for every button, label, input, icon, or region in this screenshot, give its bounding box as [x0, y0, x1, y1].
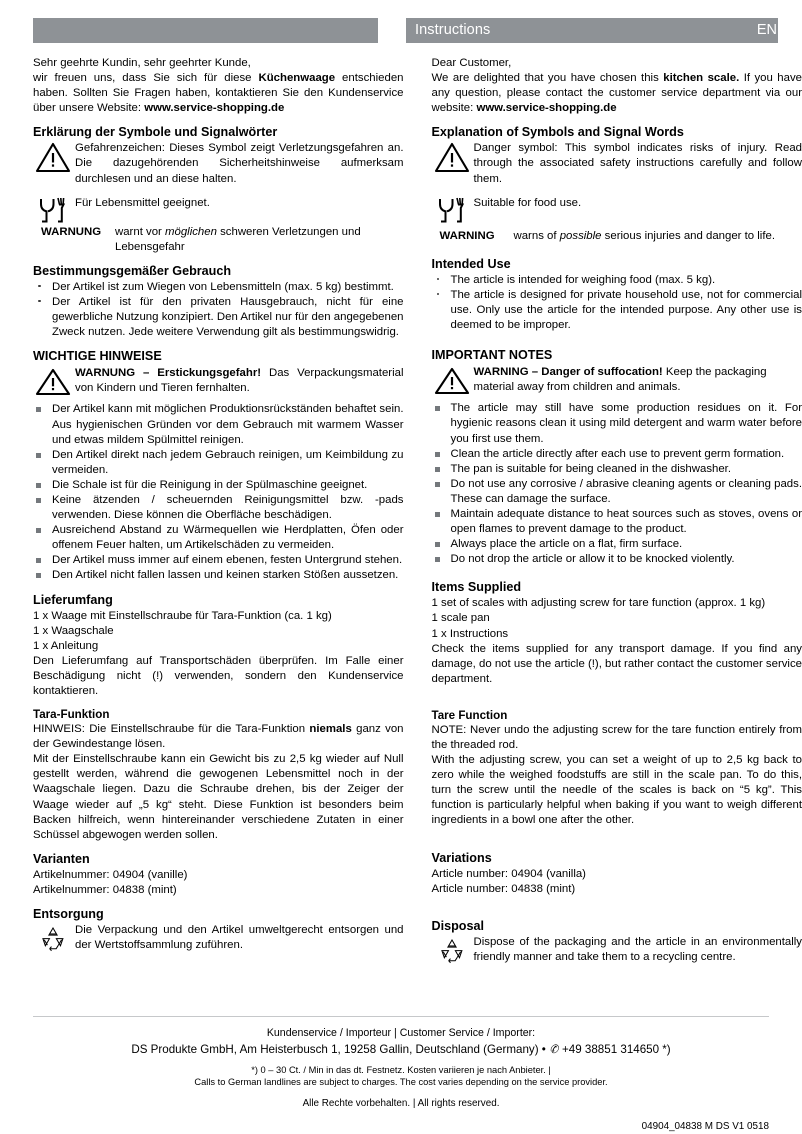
english-suffocation-warning-row: [432, 365, 802, 395]
english-notes-list: [432, 401, 802, 567]
list-item: [432, 462, 802, 477]
english-danger-symbol-row: [432, 141, 802, 186]
list-item: [33, 402, 404, 447]
english-warning-italic: possible: [559, 229, 602, 242]
german-tare-note-bold: niemals: [309, 723, 352, 736]
list-item: [33, 448, 404, 478]
glass-and-fork-food-safe-icon: [436, 195, 468, 227]
list-item-text: Der Artikel kann mit möglichen Produktionsrückständen behaftet sein. Aus hygienischen Gründen vor dem Gebrauch mit warmem Wasser und etwas mildem Spülmittel reinigen.: [52, 403, 404, 446]
german-danger-symbol-text: Gefahrenzeichen: Dieses Symbol zeigt Verletzungsgefahren an. Die dazugehörenden Sicherheitshinweise aufmerksam durchlesen und an diese halten.: [75, 142, 404, 185]
glass-and-fork-food-safe-icon: [37, 195, 69, 227]
list-item: [432, 447, 802, 462]
german-items-line-3: 1 x Anleitung: [33, 639, 99, 652]
list-item: [33, 280, 404, 295]
english-disposal-row: [432, 935, 802, 965]
english-salutation-line1: Dear Customer,: [431, 57, 512, 69]
list-item-text: The article is intended for weighing food (max. 5 kg).: [450, 273, 716, 286]
english-items-line-3: 1 x Instructions: [431, 627, 509, 640]
german-disposal-heading: Entsorgung: [33, 907, 104, 922]
list-item: [432, 288, 802, 333]
list-item: [33, 478, 404, 493]
recycling-icon: [436, 937, 468, 965]
bullet-square-icon: [36, 573, 41, 578]
content-columns: [0, 56, 802, 965]
footer-call-cost-german: *) 0 – 30 Ct. / Min in das dt. Festnetz. Kosten variieren je nach Anbieter. |: [251, 1065, 551, 1075]
english-disposal-text: Dispose of the packaging and the article in an environmentally friendly manner and take them to a recycling centre.: [473, 935, 802, 963]
german-website: www.service-shopping.de: [144, 102, 285, 115]
german-tare-note-a: HINWEIS: Die Einstellschraube für die Tara-Funktion: [33, 723, 310, 736]
english-warning-label: WARNING: [439, 229, 495, 242]
footer-divider: [33, 1016, 769, 1017]
german-intended-use-heading: Bestimmungsgemäßer Gebrauch: [33, 263, 232, 278]
english-food-safe-text: Suitable for food use.: [473, 196, 582, 209]
english-symbols-heading: Explanation of Symbols and Signal Words: [431, 125, 684, 140]
list-item-text: Do not use any corrosive / abrasive cleaning agents or cleaning pads. These can damage the surface.: [450, 477, 802, 505]
german-disposal-text: Die Verpackung und den Artikel umweltgerecht entsorgen und der Wertstoffsammlung zuführen.: [75, 924, 404, 952]
english-salutation-text-a: We are delighted that you have chosen this: [431, 72, 664, 85]
german-warning-italic: möglichen: [165, 225, 217, 238]
bullet-square-icon: [435, 512, 440, 517]
german-product-name: Küchenwaage: [258, 72, 336, 85]
german-variants-heading: Varianten: [33, 851, 90, 866]
english-warning-text-b: serious injuries and danger to life.: [601, 229, 776, 242]
german-warning-description: [115, 225, 404, 255]
german-column: [33, 56, 404, 965]
footer-customer-service-label: Kundenservice / Importeur | Customer Service / Importer:: [266, 1027, 536, 1039]
german-disposal-row: [33, 923, 404, 953]
english-suffocation-rest: Keep the packaging material away from children and animals.: [473, 366, 767, 394]
english-suffocation-warning-text: [474, 365, 802, 395]
bullet-square-icon: [36, 483, 41, 488]
warning-triangle-icon: [434, 367, 470, 395]
german-suffocation-warning-text: [75, 366, 404, 396]
english-variant-line-2: Article number: 04838 (mint): [431, 882, 576, 895]
footer-address-text: DS Produkte GmbH, Am Heisterbusch 1, 19258 Gallin, Deutschland (Germany) •: [131, 1043, 550, 1056]
english-important-notes-heading: IMPORTANT NOTES: [431, 348, 553, 363]
list-item-text: The pan is suitable for being cleaned in the dishwasher.: [450, 462, 732, 475]
english-items-supplied-heading: Items Supplied: [431, 580, 522, 595]
footer: [33, 1016, 769, 1132]
list-item-text: The article is designed for private household use, not for commercial use. Only use the article for the intended purpose. Any other use is deemed to be improper.: [450, 288, 802, 332]
phone-icon: ✆: [549, 1043, 559, 1056]
english-danger-symbol-text: Danger symbol: This symbol indicates risks of injury. Read through the associated safety instructions carefully and follow them.: [473, 142, 802, 185]
list-item: [432, 273, 802, 288]
german-suffocation-bold: WARNUNG – Erstickungsgefahr!: [75, 367, 262, 380]
english-tare-note: NOTE: Never undo the adjusting screw for the tare function entirely from the threaded rod.: [431, 723, 802, 751]
english-salutation-paragraph: [432, 71, 802, 116]
list-item: [432, 507, 802, 537]
list-item-text: The article may still have some production residues on it. For hygienic reasons clean it using mild detergent and warm water before you first use them.: [450, 402, 802, 445]
german-salutation-line1: Sehr geehrte Kundin, sehr geehrter Kunde,: [33, 57, 251, 69]
header-title-instructions: Instructions: [415, 22, 491, 39]
german-salutation-text-a: wir freuen uns, dass Sie sich für diese: [33, 72, 259, 85]
english-column: [432, 56, 802, 965]
german-tare-note: [33, 722, 404, 752]
list-item-text: Den Artikel direkt nach jedem Gebrauch reinigen, um Keimbildung zu vermeiden.: [52, 448, 404, 476]
german-variant-line-2: Artikelnummer: 04838 (mint): [33, 883, 177, 896]
german-food-safe-row: [33, 196, 404, 216]
german-tare-function-heading: Tara-Funktion: [33, 708, 110, 722]
warning-triangle-icon: [35, 142, 71, 173]
english-warning-signal-row: [432, 229, 802, 244]
list-item: [33, 568, 404, 583]
list-item: [33, 493, 404, 523]
list-item: [33, 553, 404, 568]
footer-rights-reserved: Alle Rechte vorbehalten. | All rights reserved.: [302, 1097, 500, 1109]
bullet-square-icon: [435, 542, 440, 547]
bullet-square-icon: [435, 467, 440, 472]
german-variant-line-1: Artikelnummer: 04904 (vanille): [33, 868, 188, 881]
footer-call-cost-english: Calls to German landlines are subject to charges. The cost varies depending on the service provider.: [194, 1077, 608, 1088]
warning-triangle-icon: [35, 368, 71, 396]
english-variant-line-1: Article number: 04904 (vanilla): [431, 867, 586, 880]
english-warning-description: [514, 229, 802, 244]
german-warning-label: WARNUNG: [41, 225, 102, 238]
list-item-text: Ausreichend Abstand zu Wärmequellen wie Herdplatten, Öfen oder offenem Feuer halten, um Artikelschäden zu vermeiden.: [52, 524, 404, 552]
list-item-text: Der Artikel muss immer auf einem ebenen, festen Untergrund stehen.: [52, 554, 403, 567]
list-item-text: Maintain adequate distance to heat sources such as stoves, ovens or open flames to prevent damage to the product.: [450, 507, 802, 536]
bullet-square-icon: [435, 557, 440, 562]
bullet-square-icon: [435, 406, 440, 411]
german-important-notes-heading: WICHTIGE HINWEISE: [33, 349, 162, 364]
german-food-safe-text: Für Lebensmittel geeignet.: [75, 196, 210, 209]
bullet-square-icon: [435, 452, 440, 457]
list-item: [432, 477, 802, 507]
english-disposal-heading: Disposal: [431, 918, 484, 933]
list-item: [432, 401, 802, 446]
german-items-line-2: 1 x Waagschale: [33, 624, 114, 637]
english-website: www.service-shopping.de: [476, 102, 617, 115]
warning-triangle-icon: [434, 142, 470, 173]
bullet-dot-icon: [38, 300, 41, 303]
list-item-text: Keine ätzenden / scheuernden Reinigungsmittel bzw. -pads verwenden. Diese können die Oberfläche beschädigen.: [52, 493, 404, 522]
german-warning-text-b: schweren Verletzungen und Lebensgefahr: [115, 225, 361, 253]
english-items-line-2: 1 scale pan: [431, 612, 490, 625]
german-warning-text-a: warnt vor: [115, 225, 166, 238]
german-suffocation-warning-row: [33, 366, 404, 396]
list-item-text: Die Schale ist für die Reinigung in der Spülmaschine geeignet.: [52, 478, 368, 491]
list-item: [432, 552, 802, 567]
german-intended-use-list: [33, 280, 404, 340]
list-item: [33, 295, 404, 340]
english-items-line-1: 1 set of scales with adjusting screw for tare function (approx. 1 kg): [431, 597, 766, 610]
german-items-paragraph: Den Lieferumfang auf Transportschäden überprüfen. Im Falle einer Beschädigung nicht (!) verwenden, sondern den Kundenservice kontaktieren.: [33, 654, 404, 697]
bullet-dot-icon: [38, 285, 41, 288]
english-items-paragraph: Check the items supplied for any transport damage. If you find any damage, do not use the article (!), but rather contact the customer service department.: [431, 642, 802, 685]
list-item-text: Clean the article directly after each use to prevent germ formation.: [450, 447, 785, 460]
footer-company-address: [33, 1041, 769, 1059]
bullet-square-icon: [36, 528, 41, 533]
header-bars: [0, 18, 802, 43]
german-salutation-paragraph: [33, 71, 404, 116]
german-suffocation-rest: Das Verpackungsmaterial von Kindern und Tieren fernhalten.: [75, 367, 404, 395]
english-salutation-text-b: If you have any question, please contact the customer service department via our website:: [431, 72, 802, 115]
list-item-text: Der Artikel ist für den privaten Hausgebrauch, nicht für eine gewerbliche Nutzung konzipiert. Den Artikel nur für den angegebenen Zweck nutzen. Jede weitere Verwendung gilt als bestimmungswidrig.: [52, 295, 404, 339]
bullet-square-icon: [36, 498, 41, 503]
header-bar-english: [406, 18, 778, 43]
english-variants-heading: Variations: [431, 850, 492, 865]
english-intended-use-heading: Intended Use: [431, 256, 511, 271]
recycling-icon: [37, 925, 69, 953]
german-symbols-heading: Erklärung der Symbole und Signalwörter: [33, 125, 278, 140]
german-salutation-text-b: entschieden haben. Sollten Sie Fragen haben, kontaktieren Sie den Kundenservice über unsere Website:: [33, 72, 404, 115]
bullet-dot-icon: [437, 293, 440, 296]
bullet-square-icon: [36, 407, 41, 412]
footer-phone-number: +49 38851 314650 *): [558, 1043, 671, 1056]
bullet-square-icon: [435, 482, 440, 487]
header-language-code: EN: [756, 23, 777, 38]
list-item-text: Do not drop the article or allow it to be knocked violently.: [450, 553, 735, 566]
german-tare-paragraph: Mit der Einstellschraube kann ein Gewicht bis zu 2,5 kg wieder auf Null gestellt werden, während die gewogenen Lebensmittel noch in der Waagschale liegen. Dazu die Schraube drehen, bis der Zeiger der Waage wieder auf „5 kg“ steht. Diese Funktion ist besonders beim Backen hilfreich, wenn hintereinander verschiedene Zutaten in einer Schüssel abgewogen werden sollen.: [33, 753, 404, 841]
german-tare-note-b: ganz von der Gewindestange lösen.: [33, 723, 404, 751]
english-tare-function-heading: Tare Function: [431, 708, 508, 722]
english-product-name: kitchen scale.: [663, 72, 740, 85]
bullet-square-icon: [36, 453, 41, 458]
footer-document-code: 04904_04838 M DS V1 0518: [641, 1120, 769, 1132]
list-item-text: Den Artikel nicht fallen lassen und keinen starken Stößen aussetzen.: [52, 569, 399, 582]
english-warning-text-a: warns of: [513, 229, 560, 242]
list-item-text: Der Artikel ist zum Wiegen von Lebensmitteln (max. 5 kg) bestimmt.: [52, 280, 394, 293]
german-notes-list: [33, 402, 404, 583]
bullet-square-icon: [36, 558, 41, 563]
german-danger-symbol-row: [33, 141, 404, 186]
german-items-line-1: 1 x Waage mit Einstellschraube für Tara-Funktion (ca. 1 kg): [33, 609, 332, 622]
german-warning-signal-row: [33, 225, 404, 255]
bullet-dot-icon: [437, 278, 440, 281]
german-items-supplied-heading: Lieferumfang: [33, 592, 113, 607]
list-item-text: Always place the article on a flat, firm surface.: [450, 538, 683, 551]
english-suffocation-bold: WARNING – Danger of suffocation!: [473, 366, 663, 379]
header-bar-german: [33, 18, 378, 43]
english-tare-paragraph: With the adjusting screw, you can set a weight of up to 2,5 kg back to zero while the weighed foodstuffs are still in the scale pan. To do this, turn the screw until the needle of the scales is back on “5 kg”. This function is particularly helpful when baking if you want to weigh different ingredients in a bowl one after the other.: [431, 754, 802, 827]
list-item: [432, 537, 802, 552]
english-food-safe-row: [432, 196, 802, 216]
list-item: [33, 523, 404, 553]
english-intended-use-list: [432, 273, 802, 333]
